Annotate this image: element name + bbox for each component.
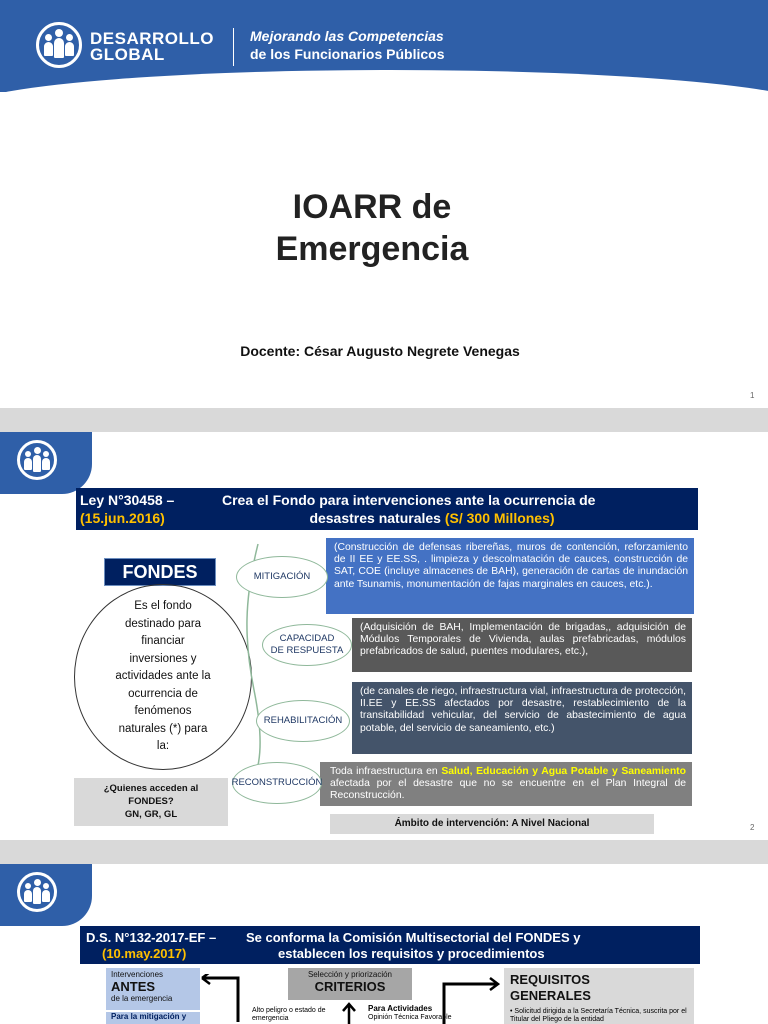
desarrollo-global-logo-icon	[36, 22, 82, 68]
para-actividades: Para Actividades	[368, 1004, 433, 1013]
slide-1	[0, 0, 768, 408]
requisito-item: • Solicitud dirigida a la Secretaría Técnica, suscrita por el Titular del Pliego de la entidad	[510, 1008, 687, 1023]
fondes-label: FONDES	[104, 558, 216, 586]
rehabilitacion-description: (de canales de riego, infraestructura vial, infraestructura de protección, II.EE y EE.SS afectados por desastre, restablecimiento de la transitabilidad vehicular, del servicio de abastecimiento de agua potable, del servicio de saneamiento, etc.)	[360, 686, 686, 734]
slide-3	[0, 864, 768, 1024]
category-mitigacion: MITIGACIÓN	[236, 556, 328, 598]
category-capacidad-respuesta: CAPACIDAD DE RESPUESTA	[262, 624, 352, 666]
reconstruccion-highlight: Salud, Educación y Agua Potable y Saneamiento	[441, 766, 686, 777]
who-access-question: ¿Quienes acceden al FONDES?	[103, 783, 199, 807]
category-rehabilitacion: REHABILITACIÓN	[256, 700, 350, 742]
teacher-name: Docente: César Augusto Negrete Venegas	[240, 343, 520, 359]
antes-box: Intervenciones ANTES de la emergencia	[106, 968, 200, 1010]
title-line-1: IOARR de	[292, 188, 452, 226]
fondes-description-circle	[74, 584, 252, 770]
who-access-box	[74, 778, 228, 826]
desarrollo-global-logo-icon	[17, 872, 57, 912]
requisitos-box: REQUISITOS GENERALES • Solicitud dirigida a la Secretaría Técnica, suscrita por el Titular del Pliego de la entidad	[504, 968, 694, 1024]
slide-2	[0, 432, 768, 840]
law-title-line-2: desastres naturales (S/ 300 Millones)	[309, 510, 555, 526]
presentation-title	[0, 186, 744, 270]
ds-title-line-1: Se conforma la Comisión Multisectorial del FONDES y	[246, 930, 581, 945]
page-number: 1	[750, 391, 755, 400]
mitigacion-box: Para la mitigación y	[106, 1012, 200, 1024]
respuesta-description: (Adquisición de BAH, Implementación de brigadas,, adquisición de Módulos Temporales de Vivienda, aulas prefabricadas, módulos prefabricados de salud, puentes modulares, etc.),	[360, 622, 686, 658]
up-arrow	[342, 1002, 356, 1024]
flow-arrow	[200, 974, 250, 1024]
law-amount: (S/ 300 Millones)	[444, 510, 555, 526]
law-date: (15.jun.2016)	[80, 510, 165, 526]
ds-title-line-2: establecen los requisitos y procedimientos	[278, 946, 545, 961]
brand-line-1: DESARROLLO	[90, 29, 214, 48]
tagline-line-2: de los Funcionarios Públicos	[250, 46, 445, 62]
desarrollo-global-logo-icon	[17, 440, 57, 480]
mitigacion-description: (Construcción de defensas ribereñas, muros de contención, reforzamiento de II EE y EE.SS, . limpieza y descolmatación de cauces, construcción de SAT, COE (incluye almacenes de BAH), generación de cartas de inundación ante Tsunamis, monumentación de fajas marginales en cauces, etc.).	[334, 542, 688, 590]
right-arrow	[440, 974, 500, 1024]
tagline-line-1: Mejorando las Competencias	[250, 28, 444, 44]
category-reconstruccion: RECONSTRUCCIÓN	[232, 762, 322, 804]
opinion-tecnica: Opinión Técnica Favorable	[368, 1014, 452, 1021]
law-title-line-1: Crea el Fondo para intervenciones ante la ocurrencia de	[222, 492, 596, 508]
law-reference: Ley N°30458 –	[80, 492, 175, 508]
ds-title-bar	[80, 926, 700, 964]
scope-bar: Ámbito de intervención: A Nivel Nacional	[330, 814, 654, 834]
title-line-2: Emergencia	[275, 230, 469, 268]
header-divider	[233, 28, 234, 66]
who-access-answer: GN, GR, GL	[124, 809, 178, 820]
reconstruccion-description: Toda infraestructura en Salud, Educación y Agua Potable y Saneamiento afectada por el desastre que no se encuentre en el Plan Integral de Reconstrucción.	[330, 766, 686, 802]
brand-line-2: GLOBAL	[90, 45, 165, 64]
ds-date: (10.may.2017)	[102, 946, 187, 961]
alto-peligro-label: Alto peligro o estado de emergencia	[252, 1007, 326, 1022]
criterios-box: Selección y priorización CRITERIOS	[288, 968, 412, 1000]
fondes-description: Es el fondo destinado para financiar inversiones y actividades ante la ocurrencia de fenómenos naturales (*) para la:	[115, 600, 211, 753]
law-title-bar	[76, 488, 698, 530]
ds-reference: D.S. N°132-2017-EF –	[86, 930, 217, 945]
page-number: 2	[750, 823, 755, 832]
